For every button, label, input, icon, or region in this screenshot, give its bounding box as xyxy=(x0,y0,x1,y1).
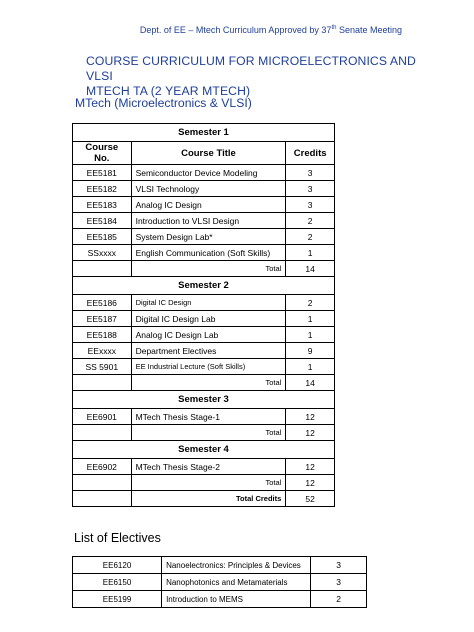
elective-no: EE6120 xyxy=(73,557,162,574)
total-value: 12 xyxy=(286,475,335,491)
header-note-sup: th xyxy=(331,25,337,31)
table-row xyxy=(73,409,335,425)
course-title: EE Industrial Lecture (Soft Skills) xyxy=(131,359,286,375)
table-row xyxy=(73,591,367,608)
course-title: Semiconductor Device Modeling xyxy=(131,165,286,181)
elective-no: EE5199 xyxy=(73,591,162,608)
header-note-end: Senate Meeting xyxy=(336,25,402,35)
course-no: SSxxxx xyxy=(73,245,132,261)
elective-title: Introduction to MEMS xyxy=(162,591,311,608)
total-row xyxy=(73,375,335,391)
semester-name: Semester 2 xyxy=(73,277,335,295)
semester-name: Semester 1 xyxy=(73,124,335,142)
course-credits: 3 xyxy=(286,197,335,213)
course-credits: 3 xyxy=(286,181,335,197)
course-no: EE6901 xyxy=(73,409,132,425)
electives-table xyxy=(72,556,367,608)
table-row xyxy=(73,165,335,181)
total-row xyxy=(73,425,335,441)
header-note-text: Dept. of EE – Mtech Curriculum Approved by 37 xyxy=(139,25,332,35)
table-row xyxy=(73,197,335,213)
table-row xyxy=(73,311,335,327)
table-row xyxy=(73,295,335,311)
semester-name: Semester 4 xyxy=(73,441,335,459)
total-value: 14 xyxy=(286,375,335,391)
table-row xyxy=(73,181,335,197)
column-headers xyxy=(73,142,335,165)
course-credits: 12 xyxy=(286,409,335,425)
course-no: EE5185 xyxy=(73,229,132,245)
electives-heading: List of Electives xyxy=(74,531,161,545)
total-label: Total xyxy=(131,375,286,391)
total-credits-value: 52 xyxy=(286,491,335,507)
total-label: Total xyxy=(131,261,286,277)
course-title: English Communication (Soft Skills) xyxy=(131,245,286,261)
course-no: SS 5901 xyxy=(73,359,132,375)
course-credits: 1 xyxy=(286,359,335,375)
course-credits: 2 xyxy=(286,295,335,311)
course-credits: 1 xyxy=(286,311,335,327)
col-course-title: Course Title xyxy=(131,142,286,165)
table-row xyxy=(73,327,335,343)
course-title: Introduction to VLSI Design xyxy=(131,213,286,229)
elective-title: Nanoelectronics: Principles & Devices xyxy=(162,557,311,574)
course-title: Department Electives xyxy=(131,343,286,359)
table-row xyxy=(73,574,367,591)
course-credits: 3 xyxy=(286,165,335,181)
course-no: EExxxx xyxy=(73,343,132,359)
course-title: Analog IC Design Lab xyxy=(131,327,286,343)
header-note xyxy=(140,25,402,35)
semester-header xyxy=(73,124,335,142)
course-credits: 2 xyxy=(286,229,335,245)
course-credits: 12 xyxy=(286,459,335,475)
course-title: Analog IC Design xyxy=(131,197,286,213)
total-credits-label: Total Credits xyxy=(131,491,286,507)
col-course-no: Course No. xyxy=(73,142,132,165)
semester-name: Semester 3 xyxy=(73,391,335,409)
page-title-line1: COURSE CURRICULUM FOR MICROELECTRONICS AND VLSI xyxy=(86,54,416,83)
course-credits: 1 xyxy=(286,245,335,261)
table-row xyxy=(73,343,335,359)
course-credits: 9 xyxy=(286,343,335,359)
table-row xyxy=(73,213,335,229)
course-no: EE5186 xyxy=(73,295,132,311)
course-title: MTech Thesis Stage-1 xyxy=(131,409,286,425)
elective-credits: 2 xyxy=(311,591,367,608)
table-row xyxy=(73,359,335,375)
table-row xyxy=(73,229,335,245)
semester-header xyxy=(73,277,335,295)
total-value: 14 xyxy=(286,261,335,277)
course-title: System Design Lab* xyxy=(131,229,286,245)
elective-credits: 3 xyxy=(311,557,367,574)
program-title: MTech (Microelectronics & VLSI) xyxy=(75,96,252,110)
course-no: EE5188 xyxy=(73,327,132,343)
course-no: EE5187 xyxy=(73,311,132,327)
table-row xyxy=(73,459,335,475)
elective-no: EE6150 xyxy=(73,574,162,591)
page-title-line2: MTECH TA (2 YEAR MTECH) xyxy=(86,84,251,98)
course-credits: 1 xyxy=(286,327,335,343)
elective-credits: 3 xyxy=(311,574,367,591)
curriculum-table xyxy=(72,123,335,507)
elective-title: Nanophotonics and Metamaterials xyxy=(162,574,311,591)
course-no: EE5184 xyxy=(73,213,132,229)
course-title: VLSI Technology xyxy=(131,181,286,197)
total-value: 12 xyxy=(286,425,335,441)
course-title: Digital IC Design xyxy=(131,295,286,311)
semester-header xyxy=(73,391,335,409)
col-credits: Credits xyxy=(286,142,335,165)
course-no: EE6902 xyxy=(73,459,132,475)
course-title: Digital IC Design Lab xyxy=(131,311,286,327)
total-label: Total xyxy=(131,425,286,441)
page-title xyxy=(86,54,426,99)
course-title: MTech Thesis Stage-2 xyxy=(131,459,286,475)
total-row xyxy=(73,261,335,277)
total-row xyxy=(73,475,335,491)
table-row xyxy=(73,557,367,574)
course-credits: 2 xyxy=(286,213,335,229)
course-no: EE5182 xyxy=(73,181,132,197)
course-no: EE5181 xyxy=(73,165,132,181)
course-no: EE5183 xyxy=(73,197,132,213)
grand-total-row xyxy=(73,491,335,507)
total-label: Total xyxy=(131,475,286,491)
table-row xyxy=(73,245,335,261)
semester-header xyxy=(73,441,335,459)
